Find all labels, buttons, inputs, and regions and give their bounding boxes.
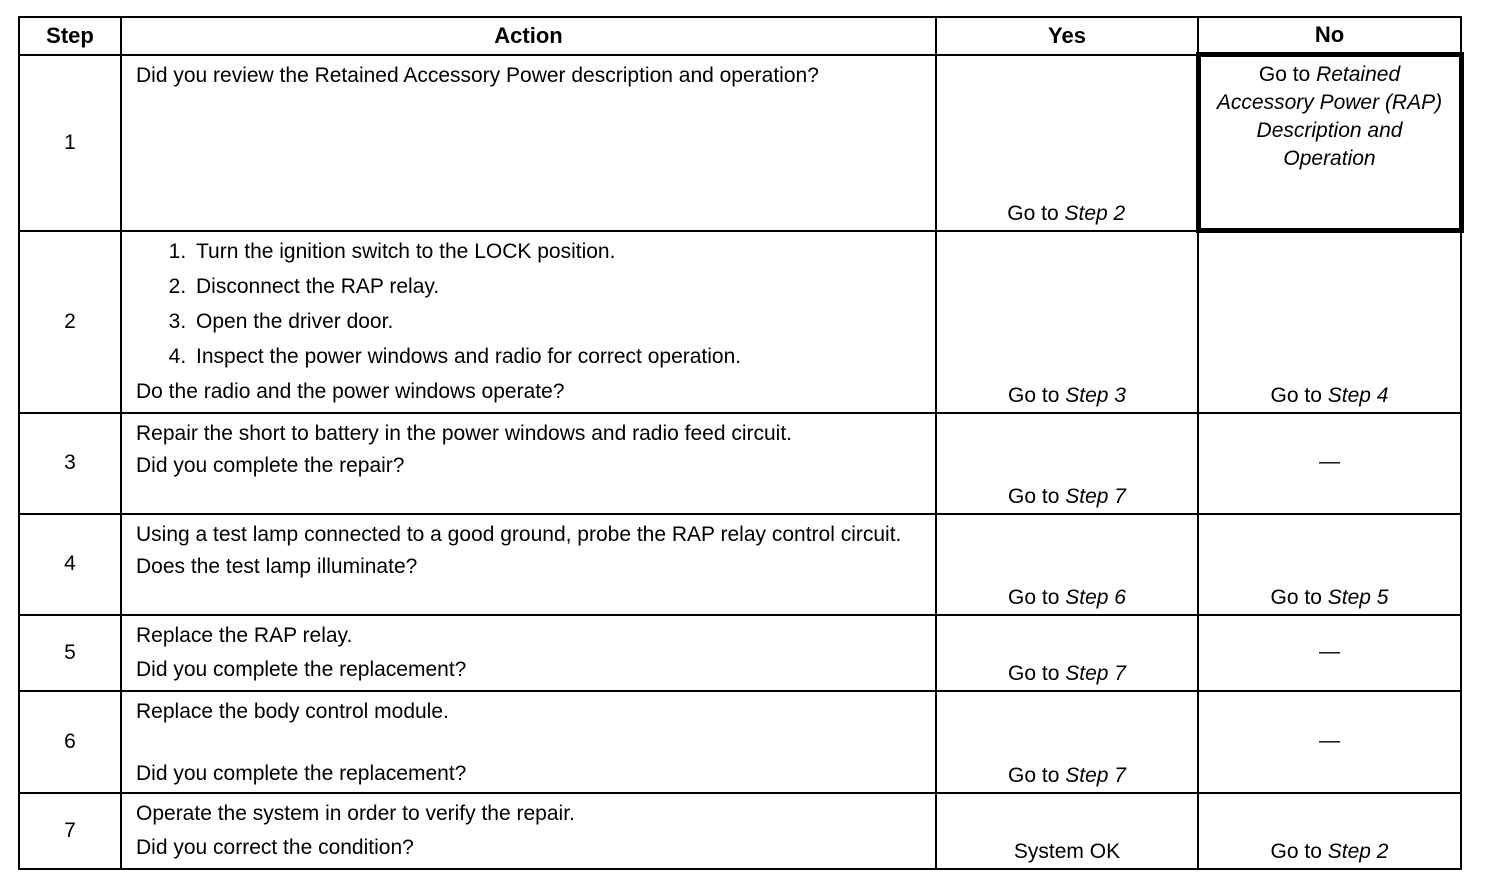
no-cell-highlighted[interactable] bbox=[1198, 55, 1461, 231]
action-cell bbox=[121, 615, 936, 691]
yes-link-step-7[interactable]: Step 7 bbox=[1065, 661, 1126, 685]
header-yes: Yes bbox=[936, 17, 1198, 55]
yes-cell[interactable] bbox=[936, 413, 1198, 514]
yes-system-ok: System OK bbox=[1013, 839, 1121, 863]
table-row-step-6 bbox=[19, 691, 1461, 793]
table-row-step-5 bbox=[19, 615, 1461, 691]
diagnostic-table bbox=[18, 16, 1464, 870]
no-cell[interactable] bbox=[1198, 793, 1461, 869]
yes-cell[interactable] bbox=[936, 231, 1198, 413]
step-number: 2 bbox=[19, 231, 121, 413]
no-cell[interactable] bbox=[1198, 514, 1461, 615]
action-cell bbox=[121, 231, 936, 413]
no-link-step-2[interactable]: Step 2 bbox=[1327, 839, 1389, 863]
action-question: Do the radio and the power windows operate? bbox=[136, 379, 565, 403]
no-link-step-4[interactable]: Step 4 bbox=[1327, 383, 1389, 407]
action-instruction: Repair the short to battery in the power windows and radio feed circuit. bbox=[136, 421, 793, 445]
action-cell bbox=[121, 514, 936, 615]
yes-link-step-2[interactable]: Step 2 bbox=[1064, 201, 1126, 225]
yes-prefix: Go to bbox=[1008, 484, 1066, 508]
action-instruction: Using a test lamp connected to a good ground, probe the RAP relay control circuit. bbox=[136, 522, 902, 546]
no-dash: — bbox=[1319, 639, 1340, 663]
substep-item: 4. Inspect the power windows and radio for correct operation. bbox=[192, 339, 921, 374]
substep-item: 2. Disconnect the RAP relay. bbox=[192, 269, 921, 304]
step-number: 3 bbox=[19, 413, 121, 514]
step-number: 4 bbox=[19, 514, 121, 615]
action-cell bbox=[121, 413, 936, 514]
yes-link-step-7[interactable]: Step 7 bbox=[1065, 484, 1126, 508]
action-instruction: Replace the RAP relay. bbox=[136, 623, 353, 647]
action-question: Did you review the Retained Accessory Power description and operation? bbox=[136, 63, 819, 87]
action-instruction: Replace the body control module. bbox=[136, 699, 449, 723]
yes-cell[interactable] bbox=[936, 55, 1198, 231]
no-prefix: Go to bbox=[1270, 839, 1328, 863]
table-row-step-1 bbox=[19, 55, 1461, 231]
yes-link-step-7[interactable]: Step 7 bbox=[1065, 763, 1126, 787]
yes-cell[interactable] bbox=[936, 514, 1198, 615]
yes-prefix: Go to bbox=[1007, 201, 1065, 225]
yes-cell bbox=[936, 793, 1198, 869]
no-dash: — bbox=[1319, 450, 1340, 473]
action-question: Does the test lamp illuminate? bbox=[136, 554, 418, 578]
action-question: Did you complete the replacement? bbox=[136, 657, 467, 681]
action-question: Did you complete the repair? bbox=[136, 453, 405, 477]
yes-cell[interactable] bbox=[936, 691, 1198, 793]
action-cell bbox=[121, 793, 936, 869]
header-no: No bbox=[1198, 17, 1461, 55]
header-step: Step bbox=[19, 17, 121, 55]
substep-item: 1. Turn the ignition switch to the LOCK position. bbox=[192, 234, 921, 269]
no-prefix: Go to bbox=[1270, 383, 1328, 407]
action-cell bbox=[121, 691, 936, 793]
no-link-step-5[interactable]: Step 5 bbox=[1327, 585, 1389, 609]
table-row-step-4 bbox=[19, 514, 1461, 615]
step-number: 6 bbox=[19, 691, 121, 793]
step-number: 5 bbox=[19, 615, 121, 691]
header-action: Action bbox=[121, 17, 936, 55]
yes-prefix: Go to bbox=[1008, 585, 1066, 609]
action-instruction: Operate the system in order to verify the repair. bbox=[136, 801, 575, 825]
yes-prefix: Go to bbox=[1008, 383, 1066, 407]
header-row bbox=[19, 17, 1461, 55]
yes-link-step-6[interactable]: Step 6 bbox=[1065, 585, 1126, 609]
table-row-step-7 bbox=[19, 793, 1461, 869]
no-cell bbox=[1198, 615, 1461, 691]
substep-item: 3. Open the driver door. bbox=[192, 304, 921, 339]
step-number: 7 bbox=[19, 793, 121, 869]
yes-prefix: Go to bbox=[1008, 763, 1066, 787]
no-prefix: Go to bbox=[1270, 585, 1328, 609]
no-link-rap-description[interactable]: Retained Accessory Power (RAP) Description and Operation bbox=[1216, 63, 1443, 170]
no-prefix: Go to bbox=[1258, 63, 1317, 86]
substep-list bbox=[136, 234, 921, 374]
no-dash: — bbox=[1319, 728, 1340, 752]
no-cell bbox=[1198, 413, 1461, 514]
action-cell bbox=[121, 55, 936, 231]
action-question: Did you complete the replacement? bbox=[136, 761, 467, 785]
step-number: 1 bbox=[19, 55, 121, 231]
yes-prefix: Go to bbox=[1008, 661, 1066, 685]
action-question: Did you correct the condition? bbox=[136, 835, 414, 859]
yes-cell[interactable] bbox=[936, 615, 1198, 691]
no-cell[interactable] bbox=[1198, 231, 1461, 413]
table-row-step-2 bbox=[19, 231, 1461, 413]
no-cell bbox=[1198, 691, 1461, 793]
yes-link-step-3[interactable]: Step 3 bbox=[1065, 383, 1126, 407]
table-row-step-3 bbox=[19, 413, 1461, 514]
